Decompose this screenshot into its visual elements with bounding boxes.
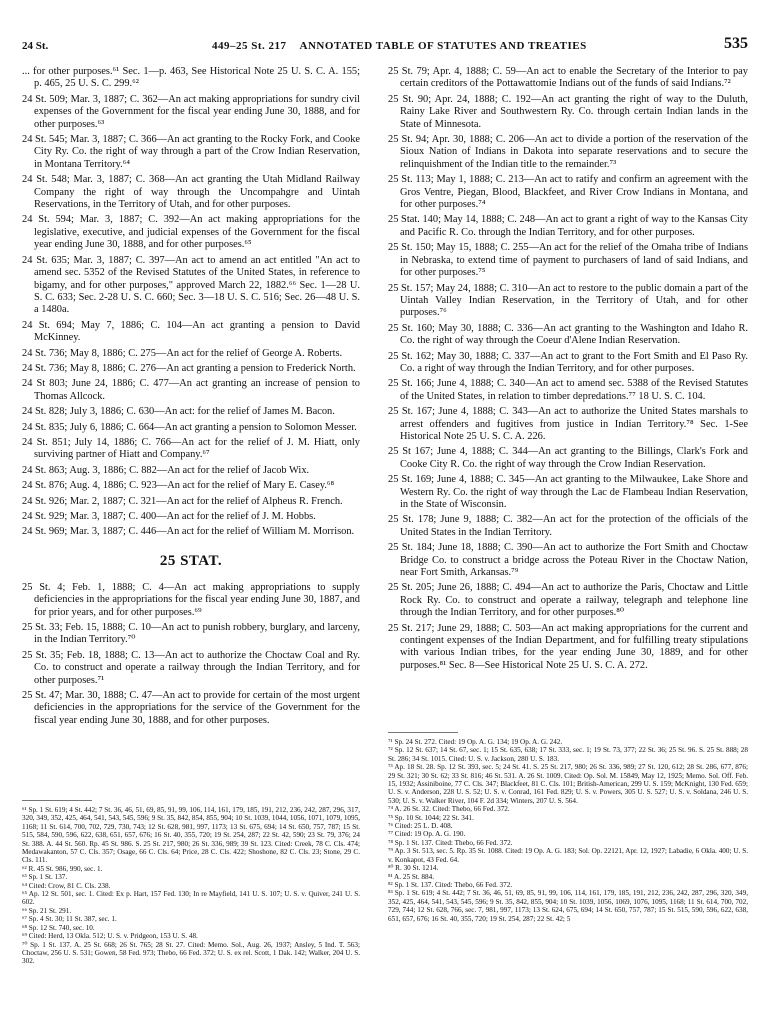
statute-entry: 24 St. 635; Mar. 3, 1887; C. 397—An act to amend an act entitled "An act to amend sec. 5352 of the Revised Statutes of the United States, in reference to bigamy, and for other purposes," approved March 22, 1882.⁶⁶ Sec. 1—28 U. S. C. 633; Sec. 2-28 U. S. C. 660; Sec. 3—18 U. S. C. 516; Sec. 26—48 U. S. a 1480a. bbox=[22, 254, 360, 316]
statute-entry: 24 St. 594; Mar. 3, 1887; C. 392—An act making appropriations for the legislative, executive, and judicial expenses of the Government for the fiscal year ending June 30, 1888, and for other purposes.⁶⁵ bbox=[22, 214, 360, 251]
statute-entry: 24 St. 736; May 8, 1886; C. 276—An act granting a pension to Frederick North. bbox=[22, 362, 356, 374]
statute-entry: 25 St. 113; May 1, 1888; C. 213—An act to ratify and confirm an agreement with the Gros Ventre, Piegan, Blood, Blackfeet, and River Crow Indians in Montana, and for other purposes.⁷⁴ bbox=[388, 174, 748, 211]
footnote: ⁷⁶ Cited: 25 L. D. 408. bbox=[388, 822, 453, 831]
statute-entry: 25 St. 166; June 4, 1888; C. 340—An act to amend sec. 5388 of the Revised Statutes of the United States, in relation to timber depredations.⁷⁷ 18 U. S. C. 104. bbox=[388, 378, 748, 402]
statute-entry: 24 St. 929; Mar. 3, 1887; C. 400—An act for the relief of J. M. Hobbs. bbox=[22, 511, 316, 522]
running-header bbox=[22, 35, 748, 56]
statute-entry: 24 St. 851; July 14, 1886; C. 766—An act for the relief of J. M. Hiatt, only surviving partner of Hiatt and Company.⁶⁷ bbox=[22, 436, 360, 461]
footnote: ⁸⁰ R. 30 St. 1214. bbox=[388, 864, 439, 873]
statute-entry: 24 St. 828; July 3, 1886; C. 630—An act: for the relief of James M. Bacon. bbox=[22, 406, 335, 418]
footnote: ⁸¹ A. 25 St. 884. bbox=[388, 872, 434, 881]
footnote: ⁸² Sp. 1 St. 137. Cited: Thebo, 66 Fed. 372. bbox=[388, 880, 513, 889]
footnote: ⁶⁶ Sp. 21 St. 291. bbox=[22, 906, 72, 915]
statute-entry: 24 St 803; June 24, 1886; C. 477—An act granting an increase of pension to Thomas Allcock. bbox=[22, 378, 360, 402]
statute-entry: 24 St. 509; Mar. 3, 1887; C. 362—An act making appropriations for sundry civil expenses of the Government for the fiscal year ending June 30, 1888, and for other purposes.⁶³ bbox=[22, 93, 360, 130]
footnote-rule-right bbox=[388, 732, 458, 733]
statute-entry: 25 St. 79; Apr. 4, 1888; C. 59—An act to enable the Secretary of the Interior to pay certain creditors of the Pottawattomie Indians out of the funds of said Indians.⁷² bbox=[388, 66, 748, 90]
footnote: ⁶² R. 45 St. 986, 990, sec. 1. bbox=[22, 864, 103, 873]
statute-entry: 25 St. 157; May 24, 1888; C. 310—An act to restore to the public domain a part of the Uintah Valley Indian Reservation, in the Territory of Utah, and for other purposes.⁷⁶ bbox=[388, 282, 748, 319]
statute-entry: 24 St. 926; Mar. 2, 1887; C. 321—An act for the relief of Alpheus R. French. bbox=[22, 495, 343, 507]
statute-entry: 25 St. 162; May 30, 1888; C. 337—An act to grant to the Fort Smith and El Paso Ry. Co. a right of way through the Indian Territory, and for other purposes. bbox=[388, 350, 748, 374]
footnote: ⁷³ Ap. 18 St. 28. Sp. 12 St. 393, sec. 5; 24 St. 41. S. 25 St. 217, 980; 26 St. 336, 989; 27 St. 120, 612; 28 St. 286, 677, 876; 29 St. 321; 30 St. 62; 33 St. 816; 46 St. 531. A. 26 St. 1009. Cited: Op. Sol. M. 15849, May 12, 1925; Memo. Sol. Off. Feb. 15, 1932; Assiniboine, 77 C. Cls. 347; Blackfeet, 81 C. Cls. 101; British-American, 299 U. S. 159; McKnight, 130 Fed. 659; U. S. v. Anderson, 228 U. S. 52; U. S. v. Conrad, 161 Fed. 829; U. S. v. Powers, 305 U. S. 527; U. S. v. Soldana, 246 U. S. 530; U. S. v. Walker River, 104 F. 2d 334; Winters, 207 U. S. 564. bbox=[388, 763, 748, 805]
statute-entry: 25 St. 205; June 26, 1888; C. 494—An act to authorize the Paris, Choctaw and Little Rock Ry. Co. to construct and operate a railway, telegraph and telephone line through the Indian Territory, and for other purposes.⁸⁰ bbox=[388, 582, 748, 619]
statute-entry: 24 St. 863; Aug. 3, 1886; C. 882—An act for the relief of Jacob Wix. bbox=[22, 464, 310, 476]
page-number: 535 bbox=[724, 35, 748, 52]
footnote: ⁶⁷ Sp. 4 St. 30; 11 St. 387, sec. 1. bbox=[22, 915, 117, 924]
right-column bbox=[388, 66, 748, 675]
statute-entry: 24 St. 548; Mar. 3, 1887; C. 368—An act granting the Utah Midland Railway Company the right of way through the Uncompahgre and Uintah Reservations, in the Territory of Utah, and for other purposes. bbox=[22, 174, 360, 211]
statute-entry: 24 St. 876; Aug. 4, 1886; C. 923—An act for the relief of Mary E. Casey.⁶⁸ bbox=[22, 480, 335, 492]
footnote: ⁶¹ Sp. 1 St. 619; 4 St. 442; 7 St. 36, 46, 51, 69, 85, 91, 99, 106, 114, 161, 179, 185, 191, 212, 236, 242, 287, 296, 317, 320, 349, 352, 425, 464, 541, 543, 545, 596; 9 St. 35, 842, 854, 855, 904; 10 St. 1039, 1044, 1056, 1071, 1079, 1095, 1168; 11 St. 614, 700, 702, 729, 730, 743; 12 St. 628, 981, 997, 1173; 13 St. 675, 694; 14 St. 650, 757, 787; 15 St. 515, 584, 590, 596, 622, 638, 651, 657, 676; 16 St. 40, 355, 720; 19 St. 254, 287; 22 St. 42, 590; 23 St. 79, 376; 24 St. 388. A. 44 St. 560. Rp. 45 St. 986. S. 25 St. 217, 980; 26 St. 336, 989; 39 St. 123. Cited: Creek, 78 C. Cls. 474; Medawakanton, 57 C. Cls. 357; Osage, 66 C. Cls. 64; Price, 28 C. Cls. 422; Shoshone, 82 C. Cls. 23; Stone, 29 C. Cls. 111. bbox=[22, 806, 360, 865]
header-title-text: ANNOTATED TABLE OF STATUTES AND TREATIES bbox=[299, 40, 587, 52]
footnote: ⁶⁴ Cited: Crow, 81 C. Cls. 238. bbox=[22, 881, 111, 890]
statute-entry: 25 St. 94; Apr. 30, 1888; C. 206—An act to divide a portion of the reservation of the Sioux Nation of Indians in Dakota into separate reservations and to secure the relinquishment of the Indian title to the remainder.⁷³ bbox=[388, 134, 748, 170]
statute-entry: 24 St. 736; May 8, 1886; C. 275—An act for the relief of George A. Roberts. bbox=[22, 347, 343, 359]
footnote: ⁷¹ Sp. 24 St. 272. Cited: 19 Op. A. G. 134; 19 Op. A. G. 242. bbox=[388, 738, 563, 746]
statute-entry: 25 St 167; June 4, 1888; C. 344—An act granting to the Billings, Clark's Fork and Cooke City R. Co. the right of way through the Crow Indian Reservation. bbox=[388, 446, 748, 470]
footnote: ⁶³ Sp. 1 St. 137. bbox=[22, 873, 68, 882]
footnote: ⁷⁹ Ap. 3 St. 513, sec. 5. Rp. 35 St. 1088. Cited: 19 Op. A. G. 183; Sol. Op. 22121, Apr. 12, 1927; Labadie, 6 Okla. 400; U. S. v. Konkapot, 43 Fed. 64. bbox=[388, 847, 748, 864]
footnote: ⁷⁷ Cited: 19 Op. A. G. 190. bbox=[388, 830, 466, 839]
statute-entry: 25 St. 217; June 29, 1888; C. 503—An act making appropriations for the current and contingent expenses of the Indian Department, and for fulfilling treaty stipulations with various Indian tribes, for the year ending June 30, 1889, and for other purposes.⁸¹ Sec. 8—See Historical Note 25 U. S. C. A. 272. bbox=[388, 622, 748, 671]
footnote: ⁸³ Sp. 1 St. 619; 4 St. 442; 7 St. 36, 46, 51, 69, 85, 91, 99, 106, 114, 161, 179, 185, 191, 212, 236, 242, 287, 296, 320, 349, 352, 425, 464, 541, 543, 545, 596; 9 St. 35, 842, 855, 904; 10 St. 1039, 1056, 1069, 1076, 1095, 1168; 11 St. 614, 700, 702, 729, 744; 12 St. 628, 766, sec. 7, 981, 997, 1173; 13 St. 624, 675, 694; 14 St. 650, 757, 787; 15 St. 515, 590, 596, 622, 638, 651, 657, 676; 16 St. 40, 355, 720; 19 St. 254, 287; 22 St. 42; 5 bbox=[388, 889, 748, 923]
footnote: ⁶⁸ Sp. 12 St. 740, sec. 10. bbox=[22, 923, 95, 932]
footnote: ⁷⁰ Sp. 1 St. 137. A. 25 St. 668; 26 St. 765; 28 St. 27. Cited: Memo. Sol., Aug. 26, 1937; Ansley, 5 Ind. T. 563; Choctaw, 256 U. S. 531; Gowen, 58 Fed. 973; Thebo, 66 Fed. 372; U. S. ex rel. Scott, 1 Dak. 142; Walker, 204 U. S. 302. bbox=[22, 940, 360, 966]
header-left: 24 St. bbox=[22, 40, 49, 52]
right-entries bbox=[388, 66, 748, 672]
statute-entry: 25 St. 160; May 30, 1888; C. 336—An act granting to the Washington and Idaho R. Co. the right of way through the Coeur d'Alene Indian Reservation. bbox=[388, 322, 748, 347]
statute-entry: 25 St. 35; Feb. 18, 1888; C. 13—An act to authorize the Choctaw Coal and Ry. Co. to construct and operate a railway through the Indian Territory, and for other purposes.⁷¹ bbox=[22, 649, 360, 686]
footnote: ⁶⁵ Ap. 12 St. 501, sec. 1. Cited: Ex p. Hart, 157 Fed. 130; In re Mayfield, 141 U. S. 107; U. S. v. Quiver, 241 U. S. 602. bbox=[22, 890, 360, 907]
statute-entry: 25 St. 33; Feb. 15, 1888; C. 10—An act to punish robbery, burglary, and larceny, in the Indian Territory.⁷⁰ bbox=[22, 622, 360, 646]
footnote: ⁷⁴ A. 26 St. 32. Cited: Thebo, 66 Fed. 372. bbox=[388, 805, 510, 814]
statute-entry: 25 St. 47; Mar. 30, 1888; C. 47—An act to provide for certain of the most urgent deficiencies in the appropriations for the service of the Government for the fiscal year ending June 30, 1888, and for other purposes. bbox=[22, 690, 360, 726]
statute-entry: 24 St. 835; July 6, 1886; C. 664—An act granting a pension to Solomon Messer. bbox=[22, 421, 357, 433]
section-heading: 25 STAT. bbox=[159, 552, 223, 569]
statute-entry: 24 St. 969; Mar. 3, 1887; C. 446—An act for the relief of William M. Morrison. bbox=[22, 526, 355, 538]
statute-entry: 25 St. 4; Feb. 1, 1888; C. 4—An act making appropriations to supply deficiencies in the appropriations for the fiscal year ending June 30, 1887, and for prior years, and for other purposes.⁶⁹ bbox=[22, 581, 360, 618]
left-column bbox=[22, 66, 360, 730]
statute-entry: 24 St. 694; May 7, 1886; C. 104—An act granting a pension to David McKinney. bbox=[22, 319, 360, 344]
statute-entry: 25 St. 184; June 18, 1888; C. 390—An act to authorize the Fort Smith and Choctaw Bridge Co. to construct a bridge across the Poteau River in the Choctaw Nation, near Fort Smith, Arkansas.⁷⁹ bbox=[388, 542, 748, 579]
footnotes-right bbox=[388, 738, 748, 923]
footnote-rule-left bbox=[22, 800, 92, 801]
statute-entry: 25 St. 169; June 4, 1888; C. 345—An act granting to the Milwaukee, Lake Shore and Western Ry. Co. the right of way through the Lac de Flambeau Indian Reservation, in the State of Wisconsin. bbox=[388, 474, 748, 510]
left-entries-top bbox=[22, 66, 360, 539]
footnote: ⁷⁵ Sp. 10 St. 1044; 22 St. 341. bbox=[388, 813, 474, 822]
left-entries-bottom bbox=[22, 582, 360, 727]
statute-entry: 25 St. 90; Apr. 24, 1888; C. 192—An act granting the right of way to the Duluth, Rainy Lake River and Southwestern Ry. Co. through certain Indian lands in the State of Minnesota. bbox=[388, 93, 748, 130]
footnote: ⁶⁹ Cited: Herd, 13 Okla. 512; U. S. v. Pridgeon, 153 U. S. 48. bbox=[22, 932, 198, 941]
statute-entry: 25 St. 178; June 9, 1888; C. 382—An act for the protection of the officials of the United States in the Indian Territory. bbox=[388, 514, 748, 538]
statute-entry: 24 St. 545; Mar. 3, 1887; C. 366—An act granting to the Rocky Fork, and Cooke City Ry. Co. the right of way through a part of the Crow Indian Reservation, in Montana Territory.⁶⁴ bbox=[22, 134, 360, 170]
statute-entry: ... for other purposes.⁶¹ Sec. 1—p. 463, See Historical Note 25 U. S. C. A. 155; p. 465, 25 U. S. C. 299.⁶² bbox=[22, 66, 360, 90]
header-range: 449–25 St. 217 bbox=[212, 40, 287, 52]
footnote: ⁷⁸ Sp. 1 St. 137. Cited: Thebo, 66 Fed. 372. bbox=[388, 838, 513, 847]
footnotes-left bbox=[22, 806, 360, 966]
statute-entry: 25 St. 167; June 4, 1888; C. 343—An act to authorize the United States marshals to arrest offenders and fugitives from justice in Indian Territory.⁷⁸ Sec. 1-See Historical Note 25 U. S. C. A. 226. bbox=[388, 406, 748, 442]
statute-entry: 25 St. 150; May 15, 1888; C. 255—An act for the relief of the Omaha tribe of Indians in Nebraska, to extend time of payment to purchasers of land of said Indians, and for other purposes.⁷⁵ bbox=[388, 242, 748, 279]
statute-entry: 25 Stat. 140; May 14, 1888; C. 248—An act to grant a right of way to the Kansas City and Pacific R. Co. through the Indian Territory, and for other purposes. bbox=[388, 214, 748, 238]
footnote: ⁷² Sp. 12 St. 637; 14 St. 67, sec. 1; 15 St. 635, 638; 17 St. 333, sec. 1; 19 St. 73, 377; 22 St. 36; 25 St. 96. S. 25 St. 888; 28 St. 286; 34 St. 1015. Cited: U. S. v. Jackson, 280 U. S. 183. bbox=[388, 746, 748, 763]
header-title bbox=[212, 40, 587, 52]
